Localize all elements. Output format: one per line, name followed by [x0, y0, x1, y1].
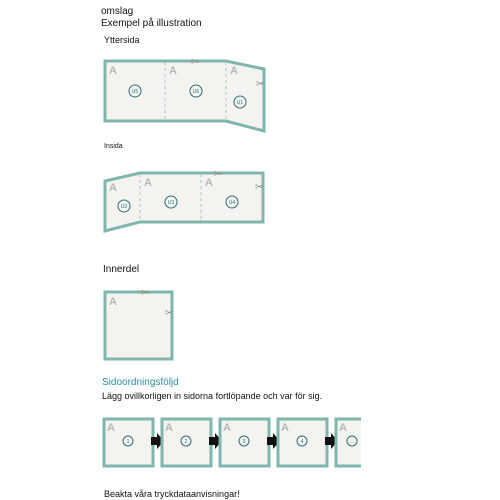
- corner-mark: A: [109, 65, 117, 77]
- corner-mark: A: [165, 422, 173, 434]
- corner-mark: A: [281, 422, 289, 434]
- page-order-heading: Sidoordningsföljd: [102, 377, 179, 388]
- page-circle-label: U2: [120, 204, 128, 210]
- page-circle-label: U6: [192, 89, 200, 95]
- page-circle-label: 4: [300, 439, 304, 445]
- corner-mark: A: [169, 65, 177, 77]
- corner-mark: A: [109, 182, 117, 194]
- inner-page-diagram: [105, 288, 173, 359]
- corner-mark: A: [205, 177, 213, 189]
- page-thumb: [278, 419, 327, 466]
- corner-mark: A: [109, 296, 117, 308]
- inside-cover-diagram: [105, 169, 263, 231]
- page-thumb: [104, 419, 153, 466]
- scissors-icon: ✂: [255, 182, 264, 193]
- page-thumb: [220, 419, 269, 466]
- page-thumb: [336, 419, 361, 466]
- outside-label: Yttersida: [104, 35, 140, 45]
- corner-mark: A: [223, 422, 231, 434]
- corner-mark: A: [230, 65, 238, 77]
- scissors-icon: ✂: [214, 169, 223, 180]
- page-circle-label: U4: [228, 200, 236, 206]
- page-circle-label: 2: [184, 439, 188, 445]
- page-circle-label: ...: [349, 439, 355, 445]
- corner-mark: A: [107, 422, 115, 434]
- scissors-icon: ✂: [256, 79, 265, 90]
- page-circle-label: U5: [131, 89, 139, 95]
- page-circle-label: 1: [126, 439, 130, 445]
- corner-mark: A: [339, 422, 347, 434]
- inside-label: Insida: [104, 143, 123, 150]
- diagram-title: omslag: [101, 6, 134, 17]
- scissors-icon: ✂: [191, 57, 200, 68]
- diagram-subtitle: Exempel på illustration: [101, 18, 202, 29]
- scissors-icon: ✂: [141, 288, 150, 299]
- page-thumb: [162, 419, 211, 466]
- page-circle-label: U1: [236, 100, 244, 106]
- inner-label: Innerdel: [103, 264, 140, 275]
- scissors-icon: ✂: [165, 308, 174, 319]
- page-order-sequence: [104, 419, 361, 466]
- outside-cover-diagram: [105, 57, 264, 131]
- page-circle-label: 3: [242, 439, 246, 445]
- corner-mark: A: [144, 177, 152, 189]
- page-order-description: Lägg ovillkorligen in sidorna fortlöpande och var för sig.: [102, 391, 323, 401]
- page-circle-label: U3: [167, 200, 175, 206]
- footer-note: Beakta våra tryckdataanvisningar!: [104, 489, 240, 499]
